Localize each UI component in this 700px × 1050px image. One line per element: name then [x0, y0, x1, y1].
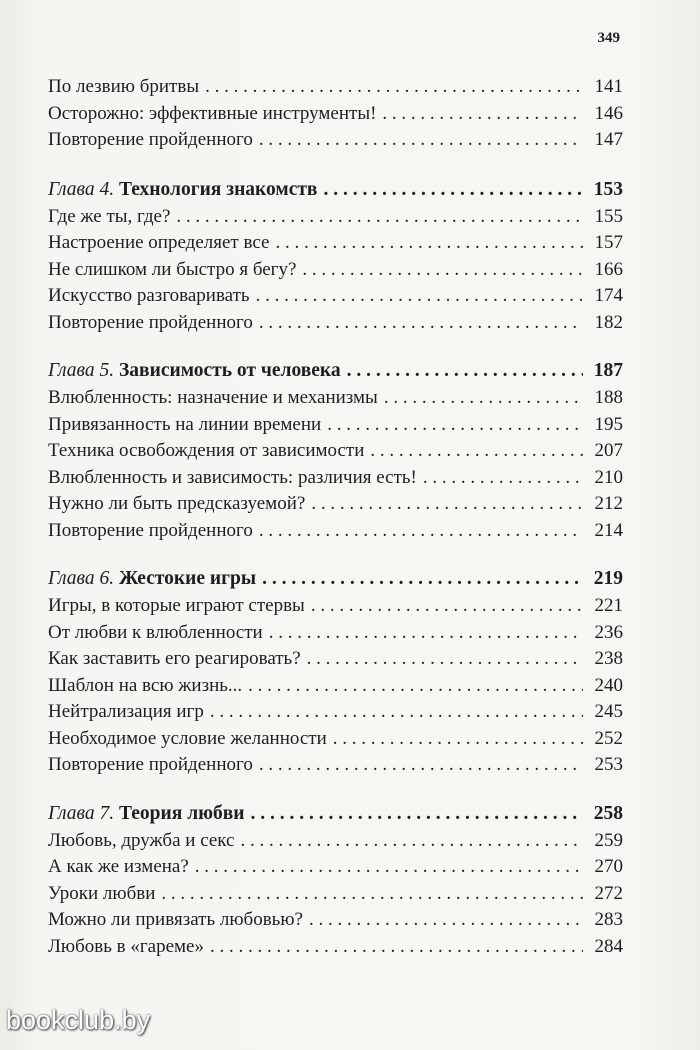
toc-entry — [48, 257, 623, 284]
dot-leader — [327, 412, 583, 439]
dot-leader — [333, 726, 583, 753]
dot-leader — [269, 620, 583, 647]
dot-leader — [370, 438, 583, 465]
toc-entry — [48, 204, 623, 231]
toc-entry-page: 146 — [594, 102, 623, 124]
table-of-contents — [48, 74, 623, 960]
dot-leader — [259, 310, 583, 337]
chapter-heading-5 — [48, 357, 623, 385]
toc-entry-page: 284 — [594, 935, 623, 957]
toc-entry-title: Можно ли привязать любовью? — [48, 909, 303, 930]
toc-entry-page: 252 — [594, 727, 623, 749]
dot-leader — [307, 646, 583, 673]
toc-entry — [48, 310, 623, 337]
chapter-page: 258 — [593, 802, 623, 824]
toc-entry — [48, 491, 623, 518]
toc-entry-title: Повторение пройденного — [48, 754, 253, 775]
dot-leader — [382, 101, 583, 128]
dot-leader — [423, 465, 583, 492]
toc-entry-title: От любви к влюбленности — [48, 621, 263, 643]
toc-entry — [48, 412, 623, 439]
toc-entry-title: Повторение пройденного — [48, 129, 253, 150]
toc-entry-page: 253 — [594, 754, 623, 775]
toc-entry-page: 188 — [594, 387, 623, 408]
chapter-heading-4 — [48, 176, 623, 204]
toc-entry — [48, 438, 623, 465]
toc-entry — [48, 230, 623, 257]
toc-entry — [48, 854, 623, 881]
toc-entry — [48, 934, 623, 961]
toc-entry-title: Нужно ли быть предсказуемой? — [48, 493, 306, 514]
toc-entry — [48, 828, 623, 855]
dot-leader — [262, 565, 583, 593]
toc-entry — [48, 646, 623, 673]
toc-entry-page: 240 — [594, 674, 623, 696]
toc-entry-title: Техника освобождения от зависимости — [48, 440, 365, 461]
toc-entry-page: 221 — [594, 595, 623, 616]
toc-entry — [48, 620, 623, 647]
dot-leader — [205, 74, 583, 101]
toc-entry-page: 272 — [594, 882, 623, 904]
toc-entry-title: Настроение определяет все — [48, 232, 270, 253]
chapter-page: 187 — [593, 360, 623, 381]
chapter-page: 219 — [593, 568, 623, 589]
chapter-prefix: Глава 5. — [48, 360, 115, 381]
dot-leader — [259, 127, 583, 154]
toc-entry — [48, 465, 623, 492]
toc-entry-title: Игры, в которые играют стервы — [48, 595, 305, 616]
toc-entry-title: Любовь в «гареме» — [48, 935, 204, 957]
dot-leader — [309, 907, 583, 934]
dot-leader — [259, 752, 583, 779]
toc-entry-title: Искусство разговаривать — [48, 285, 250, 306]
toc-entry — [48, 752, 623, 779]
toc-entry-title: Влюбленность: назначение и механизмы — [48, 387, 378, 408]
toc-entry-title: А как же измена? — [48, 856, 189, 877]
toc-entry-page: 155 — [594, 205, 623, 227]
toc-entry — [48, 518, 623, 545]
toc-entry — [48, 127, 623, 154]
dot-leader — [248, 673, 583, 700]
toc-entry-page: 210 — [594, 466, 623, 488]
toc-entry-page: 270 — [594, 856, 623, 877]
chapter-prefix: Глава 6. — [48, 568, 115, 589]
chapter-title: Технология знакомств — [119, 178, 318, 200]
toc-entry-page: 245 — [594, 701, 623, 722]
dot-leader — [384, 385, 583, 412]
toc-entry — [48, 101, 623, 128]
dot-leader — [210, 934, 583, 961]
toc-entry-title: Нейтрализация игр — [48, 701, 204, 722]
toc-entry-page: 157 — [594, 232, 623, 253]
toc-entry — [48, 726, 623, 753]
dot-leader — [323, 176, 583, 204]
toc-entry — [48, 673, 623, 700]
toc-entry-page: 283 — [594, 909, 623, 930]
chapter-title: Жестокие игры — [119, 568, 257, 589]
toc-entry-page: 147 — [594, 129, 623, 150]
toc-entry-title: Необходимое условие желанности — [48, 727, 327, 749]
toc-entry — [48, 593, 623, 620]
dot-leader — [275, 230, 583, 257]
toc-entry-title: Как заставить его реагировать? — [48, 648, 301, 669]
toc-entry-page: 214 — [594, 519, 623, 541]
toc-entry — [48, 74, 623, 101]
chapter-heading-7 — [48, 800, 623, 828]
chapter-prefix: Глава 4. — [48, 178, 115, 200]
toc-entry-title: Шаблон на всю жизнь... — [48, 674, 243, 696]
toc-entry-page: 182 — [594, 311, 623, 333]
dot-leader — [195, 854, 583, 881]
dot-leader — [161, 881, 583, 908]
chapter-heading-6 — [48, 565, 623, 593]
toc-entry-title: Привязанность на линии времени — [48, 413, 322, 435]
dot-leader — [240, 828, 583, 855]
chapter-page: 153 — [593, 178, 623, 200]
dot-leader — [311, 593, 583, 620]
chapter-title: Теория любви — [119, 802, 245, 824]
toc-entry — [48, 881, 623, 908]
toc-entry-page: 212 — [594, 493, 623, 514]
toc-entry-page: 207 — [594, 440, 623, 461]
toc-entry — [48, 907, 623, 934]
dot-leader — [210, 699, 583, 726]
chapter-prefix: Глава 7. — [48, 802, 115, 824]
toc-entry-page: 166 — [594, 258, 623, 280]
toc-entry-title: По лезвию бритвы — [48, 76, 200, 97]
toc-entry-page: 238 — [594, 648, 623, 669]
toc-entry-title: Не слишком ли быстро я бегу? — [48, 258, 297, 280]
toc-entry-title: Осторожно: эффективные инструменты! — [48, 102, 377, 124]
toc-entry-page: 259 — [594, 829, 623, 851]
dot-leader — [251, 800, 583, 828]
toc-entry-title: Где же ты, где? — [48, 205, 171, 227]
toc-entry-title: Повторение пройденного — [48, 519, 253, 541]
toc-entry-title: Влюбленность и зависимость: различия есть! — [48, 466, 417, 488]
toc-entry-title: Повторение пройденного — [48, 311, 253, 333]
toc-entry — [48, 699, 623, 726]
toc-entry-page: 236 — [594, 621, 623, 643]
dot-leader — [256, 283, 583, 310]
toc-entry — [48, 385, 623, 412]
dot-leader — [311, 491, 583, 518]
toc-entry-page: 141 — [594, 76, 623, 97]
toc-entry-title: Любовь, дружба и секс — [48, 829, 235, 851]
page-number: 349 — [597, 30, 620, 46]
dot-leader — [259, 518, 583, 545]
dot-leader — [347, 357, 583, 385]
toc-entry-page: 195 — [594, 413, 623, 435]
toc-entry — [48, 283, 623, 310]
dot-leader — [302, 257, 583, 284]
chapter-title: Зависимость от человека — [119, 360, 341, 381]
toc-entry-title: Уроки любви — [48, 882, 156, 904]
dot-leader — [176, 204, 583, 231]
toc-entry-page: 174 — [594, 285, 623, 306]
watermark: bookclub.by — [6, 1005, 151, 1035]
